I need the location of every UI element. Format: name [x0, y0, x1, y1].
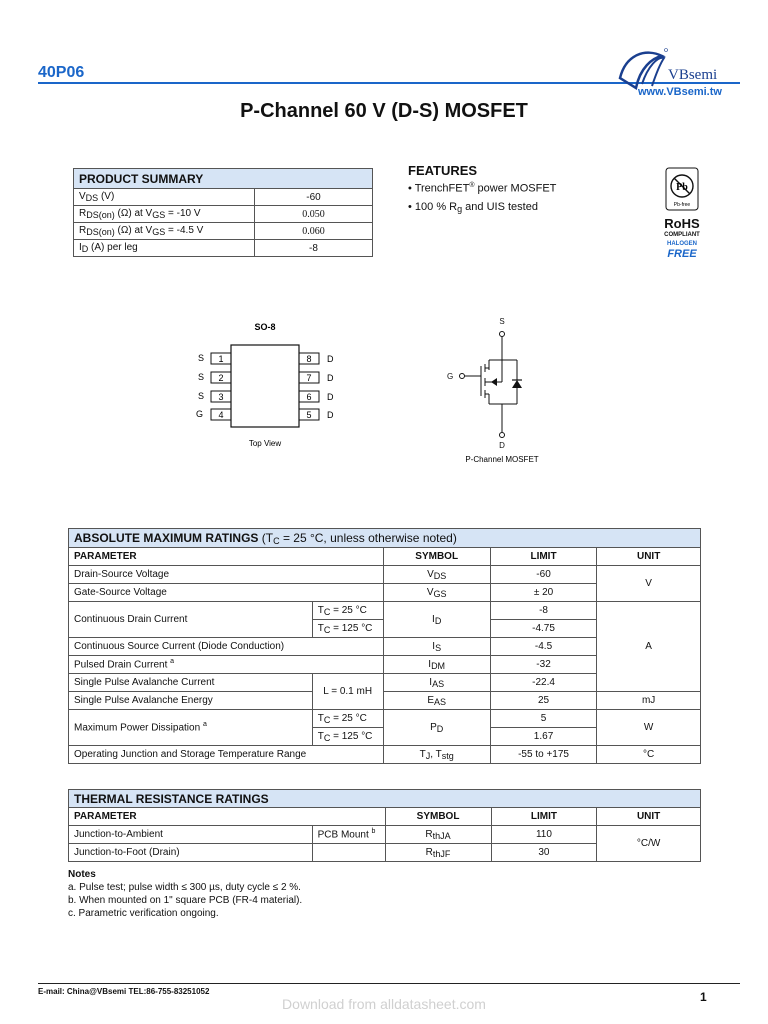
right-pins: [299, 353, 334, 420]
svg-text:S: S: [198, 391, 205, 401]
svg-text:D: D: [327, 392, 334, 402]
package-body: [231, 345, 299, 427]
note-c: c. Parametric verification ongoing.: [68, 908, 219, 919]
rohs-badge: Pb Pb-free RoHS COMPLIANT HALOGEN FREE: [658, 166, 706, 266]
download-watermark: Download from alldatasheet.com: [282, 996, 486, 1012]
table-row: ID (A) per leg -8: [74, 240, 373, 257]
svg-text:D: D: [327, 373, 334, 383]
contact-info: E-mail: China@VBsemi TEL:86-755-83251052: [38, 987, 210, 996]
drain-label: D: [499, 441, 505, 450]
table-row: Continuous Drain Current TC = 25 °C ID -8 A: [69, 602, 701, 620]
note-b: b. When mounted on 1" square PCB (FR-4 material).: [68, 895, 303, 906]
features-title: FEATURES: [408, 163, 478, 178]
left-pins: [196, 353, 231, 420]
svg-text:D: D: [327, 410, 334, 420]
feature-item: • 100 % $R_g$ and UIS tested: [408, 201, 538, 214]
pb-free-icon: [658, 166, 706, 212]
p-channel-mosfet-symbol: [440, 312, 570, 467]
table-row: Maximum Power Dissipation $^a$ TC = 25 °C PD 5 W: [69, 710, 701, 728]
table-header-row: PARAMETER SYMBOL LIMIT UNIT: [69, 808, 701, 826]
gate-label: G: [447, 372, 454, 381]
svg-text:7: 7: [306, 373, 312, 383]
product-summary-title: PRODUCT SUMMARY: [74, 169, 373, 189]
note-a: a. Pulse test; pulse width ≤ 300 µs, duty cycle ≤ 2 %.: [68, 882, 301, 893]
svg-text:8: 8: [306, 354, 312, 364]
thermal-title: THERMAL RESISTANCE RATINGS: [69, 790, 701, 808]
part-number: 40P06: [38, 64, 85, 81]
svg-text:D: D: [327, 354, 334, 364]
top-view-label: Top View: [248, 439, 282, 448]
table-row: Junction-to-Ambient PCB Mount $^b$ RthJA 110 °C/W: [69, 826, 701, 844]
svg-text:1: 1: [218, 354, 224, 364]
source-label: S: [499, 317, 505, 326]
svg-text:Pb: Pb: [676, 182, 688, 193]
footer-rule: [38, 983, 740, 984]
product-summary-table: [73, 168, 373, 257]
so8-package-diagram: [180, 315, 350, 455]
svg-text:6: 6: [306, 392, 312, 402]
mosfet-caption: P-Channel MOSFET: [465, 455, 539, 464]
website-link[interactable]: www.VBsemi.tw: [638, 86, 722, 98]
svg-text:2: 2: [218, 373, 224, 383]
feature-item: • TrenchFET® power MOSFET: [408, 182, 557, 195]
svg-text:Pb-free: Pb-free: [673, 202, 691, 208]
notes-title: Notes: [68, 869, 96, 880]
table-row: Gate-Source Voltage VGS ± 20: [69, 584, 701, 602]
logo-text: VBsemi: [668, 67, 718, 83]
table-row: VDS (V) -60: [74, 189, 373, 206]
table-row: TC = 125 °C -4.75: [69, 620, 701, 638]
table-row: RDS(on) (Ω) at VGS = -10 V 0.050: [74, 206, 373, 223]
svg-text:S: S: [198, 353, 205, 363]
absolute-maximum-ratings-table: [68, 528, 701, 764]
package-name: SO-8: [254, 322, 276, 332]
table-header-row: PARAMETER SYMBOL LIMIT UNIT: [69, 548, 701, 566]
table-row: Drain-Source Voltage VDS -60 V: [69, 566, 701, 584]
table-row: Continuous Source Current (Diode Conduction) IS -4.5: [69, 638, 701, 656]
page-title: P-Channel 60 V (D-S) MOSFET: [240, 100, 528, 122]
svg-text:4: 4: [218, 410, 224, 420]
abs-max-title: ABSOLUTE MAXIMUM RATINGS ($T_C = 25$ °C, unless otherwise noted): [69, 529, 701, 548]
table-row: TC = 125 °C 1.67: [69, 728, 701, 746]
svg-text:S: S: [198, 372, 205, 382]
svg-text:3: 3: [218, 392, 224, 402]
table-row: Single Pulse Avalanche Current L = 0.1 mH IAS -22.4: [69, 674, 701, 692]
table-row: RDS(on) (Ω) at VGS = -4.5 V 0.060: [74, 223, 373, 240]
table-row: Single Pulse Avalanche Energy EAS 25 mJ: [69, 692, 701, 710]
svg-text:G: G: [196, 409, 204, 419]
table-row: Operating Junction and Storage Temperature Range TJ, Tstg -55 to +175 °C: [69, 746, 701, 764]
thermal-resistance-table: [68, 789, 701, 862]
svg-text:5: 5: [306, 410, 312, 420]
page-number: 1: [700, 990, 707, 1004]
table-row: Junction-to-Foot (Drain) RthJF 30: [69, 844, 701, 862]
table-row: Pulsed Drain Current $^a$ IDM -32: [69, 656, 701, 674]
